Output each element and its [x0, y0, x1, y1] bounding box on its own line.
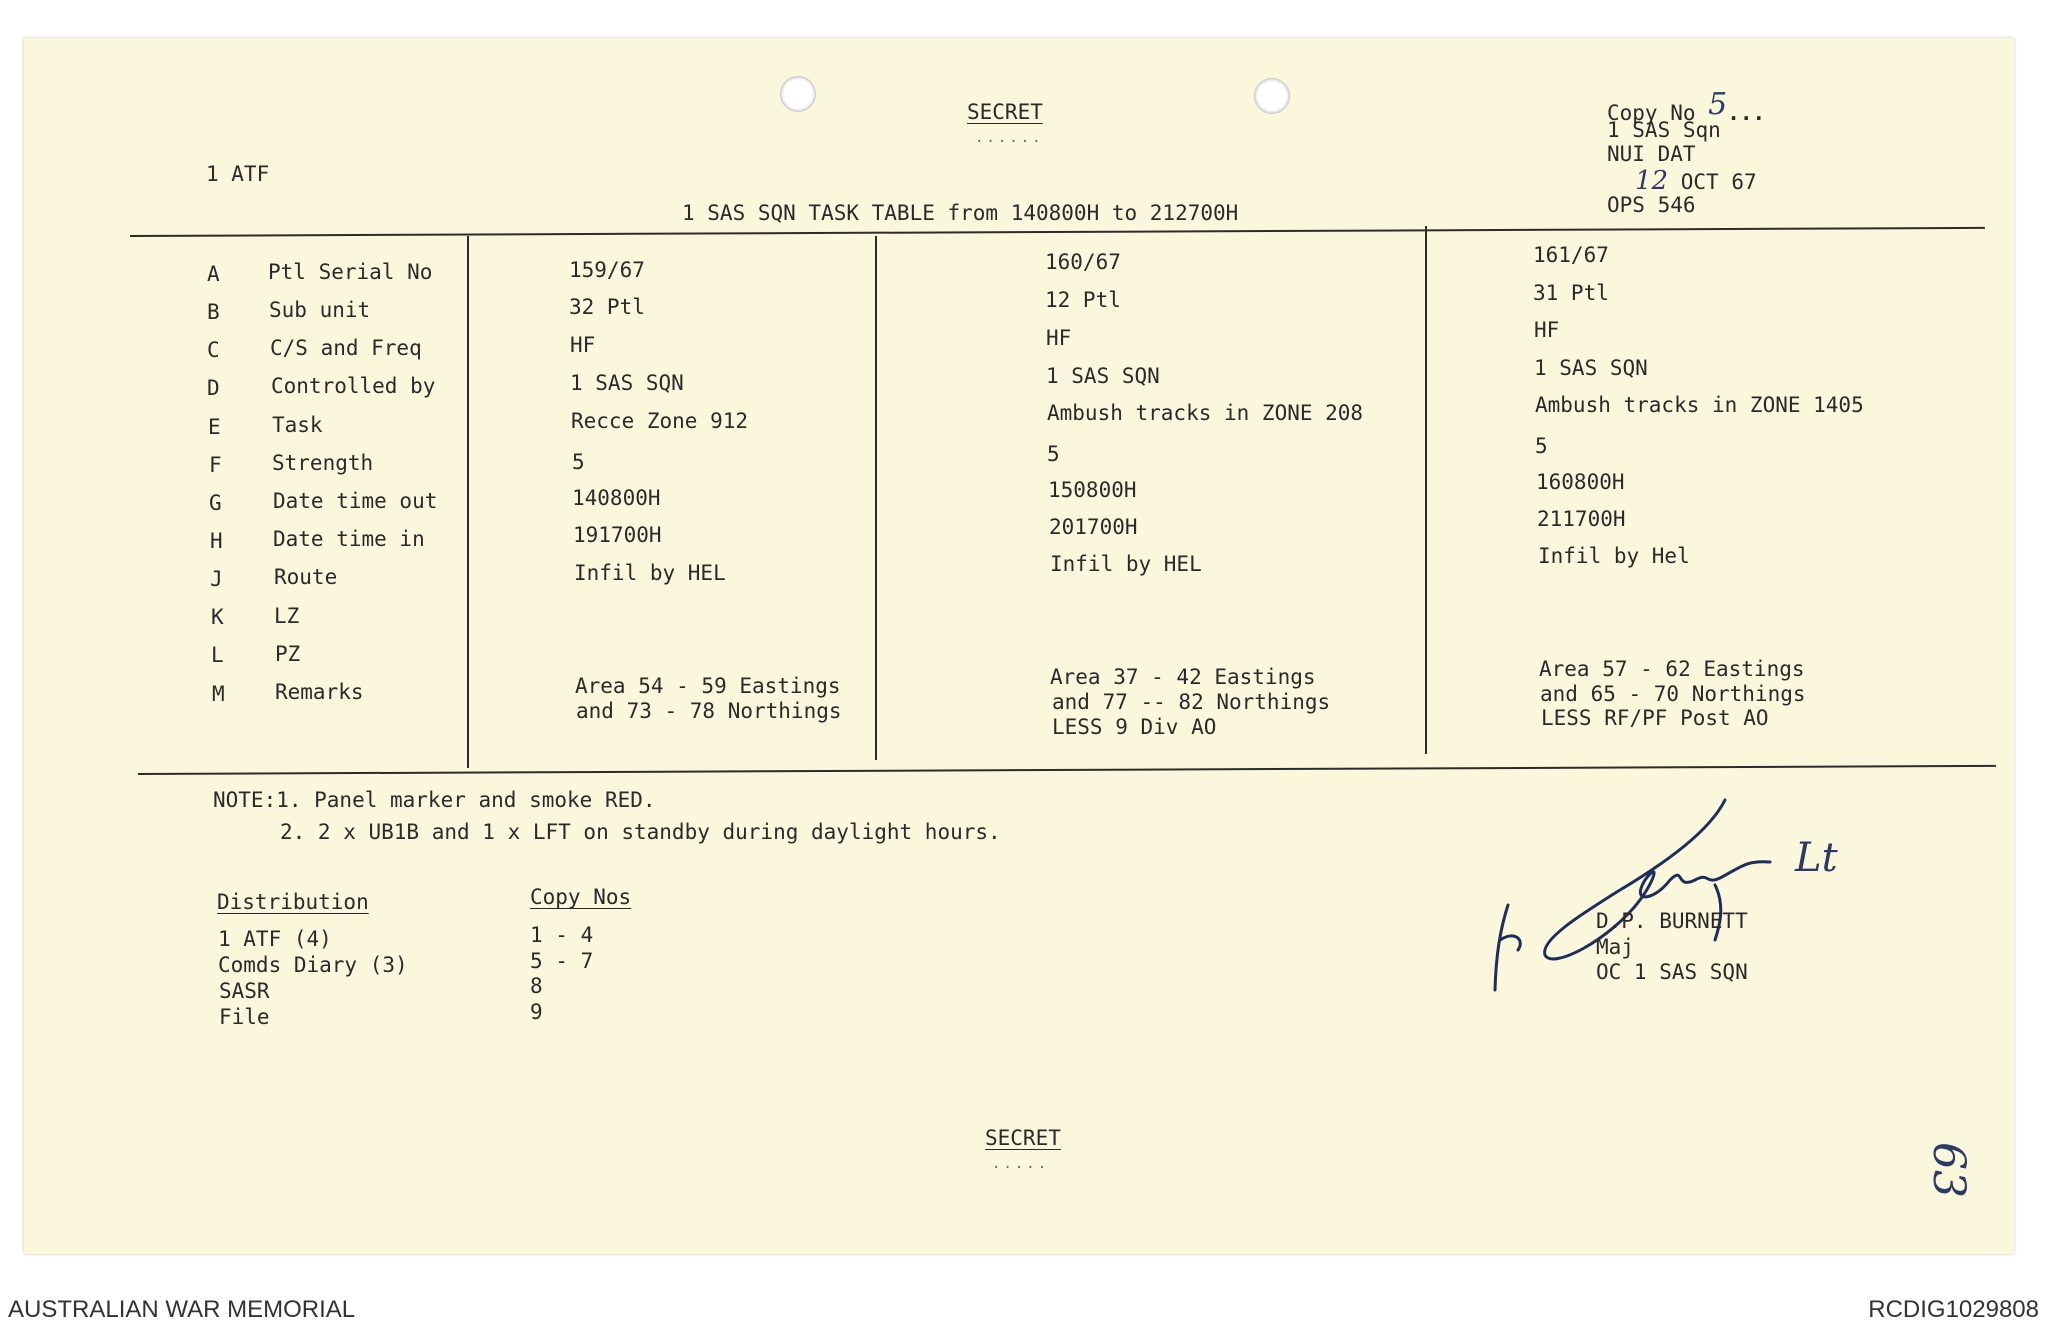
- time-in: 201700H: [1049, 515, 1138, 539]
- classification-dots: ......: [975, 130, 1044, 146]
- row-label: PZ: [275, 642, 301, 666]
- remarks-line: LESS RF/PF Post AO: [1541, 706, 1769, 730]
- remarks-line: Area 54 - 59 Eastings: [575, 674, 841, 698]
- serial: 159/67: [569, 258, 645, 282]
- row-letter: F: [209, 453, 222, 477]
- strength: 5: [1535, 434, 1548, 458]
- signatory-appointment: OC 1 SAS SQN: [1596, 960, 1748, 984]
- distribution-copies: 1 - 4: [530, 923, 594, 947]
- cs-freq: HF: [570, 333, 596, 357]
- remarks-line: and 65 - 70 Northings: [1540, 682, 1806, 706]
- serial: 161/67: [1533, 243, 1609, 267]
- column-divider: [1425, 226, 1427, 754]
- remarks-line: and 77 -- 82 Northings: [1052, 690, 1331, 714]
- date: 12 OCT 67: [1635, 166, 1757, 196]
- signatory-name: D.P. BURNETT: [1596, 909, 1748, 933]
- time-in: 191700H: [573, 523, 662, 547]
- row-label: Controlled by: [271, 374, 436, 398]
- row-label: LZ: [274, 604, 300, 628]
- distribution-heading: Distribution: [217, 890, 369, 914]
- date-day-handwritten: 12: [1635, 166, 1669, 196]
- punch-hole: [1254, 78, 1290, 114]
- ops-ref: OPS 546: [1607, 193, 1696, 217]
- row-label: C/S and Freq: [270, 336, 422, 360]
- remarks-line: Area 37 - 42 Eastings: [1050, 665, 1316, 689]
- row-label: Date time in: [273, 527, 425, 551]
- distribution-copies: 9: [530, 1000, 543, 1024]
- classification-top: SECRET: [967, 100, 1043, 124]
- remarks-line: and 73 - 78 Northings: [576, 699, 842, 723]
- copy-nos-heading: Copy Nos: [530, 885, 632, 909]
- strength: 5: [572, 450, 585, 474]
- row-letter: C: [207, 338, 220, 362]
- distribution-name: File: [219, 1005, 270, 1029]
- remarks-line: LESS 9 Div AO: [1052, 715, 1217, 739]
- sub-unit: 31 Ptl: [1533, 281, 1609, 305]
- row-label: Ptl Serial No: [268, 260, 433, 284]
- table-title: 1 SAS SQN TASK TABLE from 140800H to 212700H: [682, 201, 1239, 225]
- sub-unit: 32 Ptl: [569, 295, 645, 319]
- serial: 160/67: [1045, 250, 1121, 274]
- column-divider: [875, 236, 877, 760]
- row-label: Remarks: [275, 680, 364, 704]
- row-label: Sub unit: [269, 298, 371, 322]
- distribution-name: Comds Diary (3): [218, 953, 408, 977]
- route: Infil by Hel: [1538, 544, 1690, 568]
- cs-freq: HF: [1534, 318, 1560, 342]
- archive-credit: AUSTRALIAN WAR MEMORIAL: [8, 1296, 356, 1323]
- copy-no: Copy No 5...: [1607, 87, 1766, 125]
- route: Infil by HEL: [1050, 552, 1202, 576]
- row-label: Task: [272, 413, 323, 437]
- row-letter: H: [210, 529, 223, 553]
- row-letter: J: [210, 567, 223, 591]
- row-letter: B: [207, 300, 220, 324]
- row-letter: D: [207, 376, 220, 400]
- archive-reference: RCDIG1029808: [1868, 1296, 2039, 1323]
- note-line-2: 2. 2 x UB1B and 1 x LFT on standby during daylight hours.: [280, 820, 1001, 844]
- signature-rank-note: Lt: [1795, 835, 1838, 881]
- signatory-rank: Maj: [1596, 935, 1634, 959]
- punch-hole: [780, 76, 816, 112]
- row-letter: E: [208, 415, 221, 439]
- task: Ambush tracks in ZONE 208: [1047, 401, 1364, 425]
- cs-freq: HF: [1046, 326, 1072, 350]
- controlled-by: 1 SAS SQN: [1534, 356, 1648, 380]
- unit: 1 SAS Sqn: [1607, 118, 1721, 142]
- remarks-line: Area 57 - 62 Eastings: [1539, 657, 1805, 681]
- controlled-by: 1 SAS SQN: [1046, 364, 1160, 388]
- classification-bottom: SECRET: [985, 1126, 1061, 1150]
- location: NUI DAT: [1607, 142, 1696, 166]
- strength: 5: [1047, 442, 1060, 466]
- time-out: 140800H: [572, 486, 661, 510]
- folio-number: 63: [1923, 1142, 1974, 1198]
- distribution-name: 1 ATF (4): [218, 927, 332, 951]
- distribution-copies: 8: [530, 974, 543, 998]
- row-letter: L: [211, 643, 224, 667]
- row-label: Route: [274, 565, 338, 589]
- time-in: 211700H: [1537, 507, 1626, 531]
- task: Ambush tracks in ZONE 1405: [1535, 393, 1864, 417]
- copy-no-handwritten: 5: [1708, 87, 1728, 122]
- note-line-1: NOTE:1. Panel marker and smoke RED.: [213, 788, 656, 812]
- classification-dots: .....: [992, 1156, 1050, 1172]
- distribution-name: SASR: [219, 979, 270, 1003]
- sub-unit: 12 Ptl: [1045, 288, 1121, 312]
- time-out: 160800H: [1536, 470, 1625, 494]
- controlled-by: 1 SAS SQN: [570, 371, 684, 395]
- originator: 1 ATF: [206, 162, 270, 186]
- row-letter: A: [207, 262, 220, 286]
- row-label: Date time out: [273, 489, 438, 513]
- distribution-copies: 5 - 7: [530, 949, 594, 973]
- row-label: Strength: [272, 451, 374, 475]
- row-letter: M: [212, 682, 225, 706]
- row-letter: G: [209, 491, 222, 515]
- route: Infil by HEL: [574, 561, 726, 585]
- time-out: 150800H: [1048, 478, 1137, 502]
- column-divider: [467, 236, 469, 768]
- row-letter: K: [211, 605, 224, 629]
- task: Recce Zone 912: [571, 409, 749, 433]
